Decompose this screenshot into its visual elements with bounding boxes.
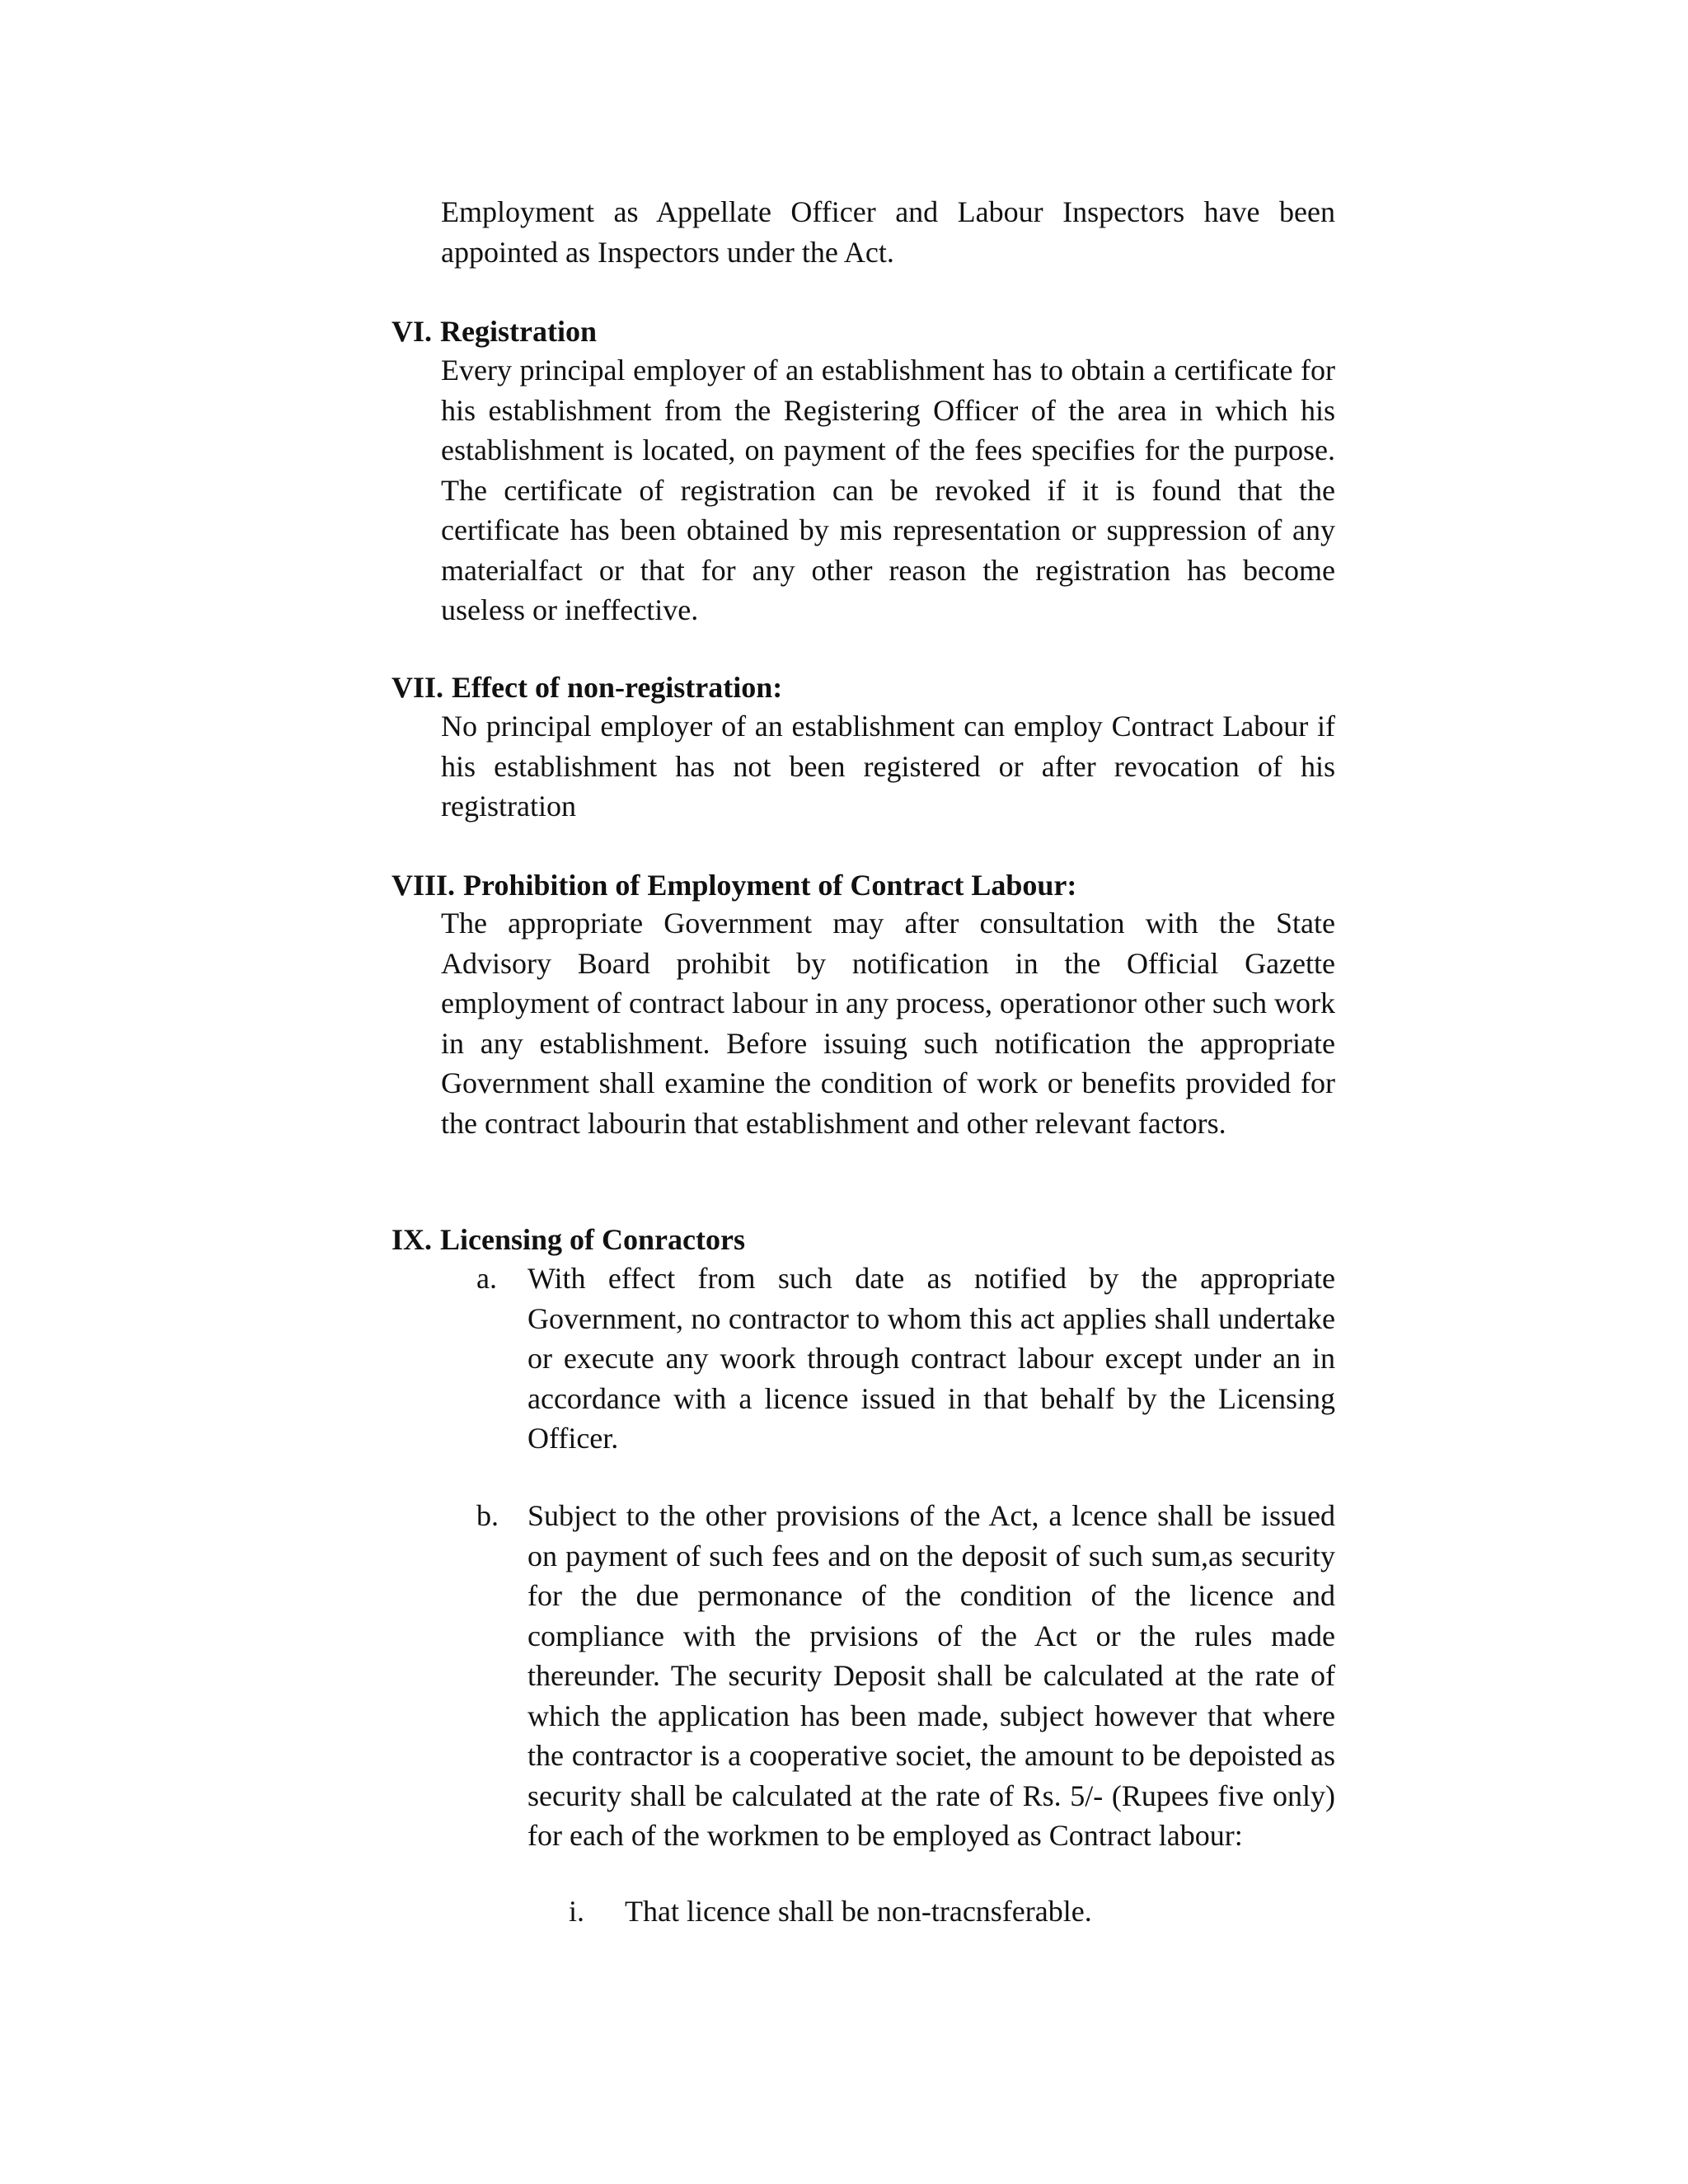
intro-paragraph: Employment as Appellate Officer and Labour Inspectors have been appointed as Inspectors under the Act. bbox=[441, 195, 1335, 269]
sub-list-item-text: That licence shall be non-tracnsferable. bbox=[625, 1895, 1092, 1928]
sub-list-marker: i. bbox=[569, 1895, 585, 1928]
section-heading-effect-of-non-registration bbox=[392, 668, 782, 707]
section-number: VIII. bbox=[392, 869, 456, 902]
section-title: Registration bbox=[440, 315, 597, 348]
section-heading-prohibition bbox=[392, 865, 1076, 905]
sub-list-item bbox=[569, 1891, 1092, 1932]
section-title: Effect of non-registration: bbox=[452, 671, 783, 704]
effect-of-non-registration-paragraph: No principal employer of an establishment can employ Contract Labour if his establishment has not been registered or after revocation of his registration bbox=[441, 710, 1335, 823]
list-marker: b. bbox=[476, 1499, 499, 1532]
list-item bbox=[476, 1496, 1335, 1856]
section-heading-registration bbox=[392, 312, 597, 351]
section-number: VII. bbox=[392, 671, 444, 704]
list-item-text: With effect from such date as notified by the appropriate Government, no contractor to whom this act applies shall undertake or execute any woork through contract labour except under an in accordance with a licence issued in that behalf by the Licensing Officer. bbox=[528, 1262, 1335, 1455]
list-marker: a. bbox=[476, 1262, 497, 1295]
section-number: VI. bbox=[392, 315, 433, 348]
list-item bbox=[476, 1258, 1335, 1459]
registration-paragraph: Every principal employer of an establishment has to obtain a certificate for his establishment from the Registering Officer of the area in which his establishment is located, on payment of the fees specifies for the purpose. The certificate of registration can be revoked if it is found that the certificate has been obtained by mis representation or suppression of any materialfact or that for any other reason the registration has become useless or ineffective. bbox=[441, 354, 1335, 626]
section-number: IX. bbox=[392, 1223, 433, 1256]
prohibition-paragraph: The appropriate Government may after consultation with the State Advisory Board prohibit by notification in the Official Gazette employment of contract labour in any process, operationor other such work in any establishment. Before issuing such notification the appropriate Government shall examine the condition of work or benefits provided for the contract labourin that establishment and other relevant factors. bbox=[441, 907, 1335, 1140]
section-heading-licensing bbox=[392, 1220, 745, 1259]
section-title: Prohibition of Employment of Contract Labour: bbox=[463, 869, 1077, 902]
section-title: Licensing of Conractors bbox=[440, 1223, 745, 1256]
list-item-text: Subject to the other provisions of the Act, a lcence shall be issued on payment of such fees and on the deposit of such sum,as security for the due permonance of the condition of the licence and compliance with the prvisions of the Act or the rules made thereunder. The security Deposit shall be calculated at the rate of which the application has been made, subject however that where the contractor is a cooperative societ, the amount to be depoisted as security shall be calculated at the rate of Rs. 5/- (Rupees five only) for each of the workmen to be employed as Contract labour: bbox=[528, 1499, 1335, 1852]
